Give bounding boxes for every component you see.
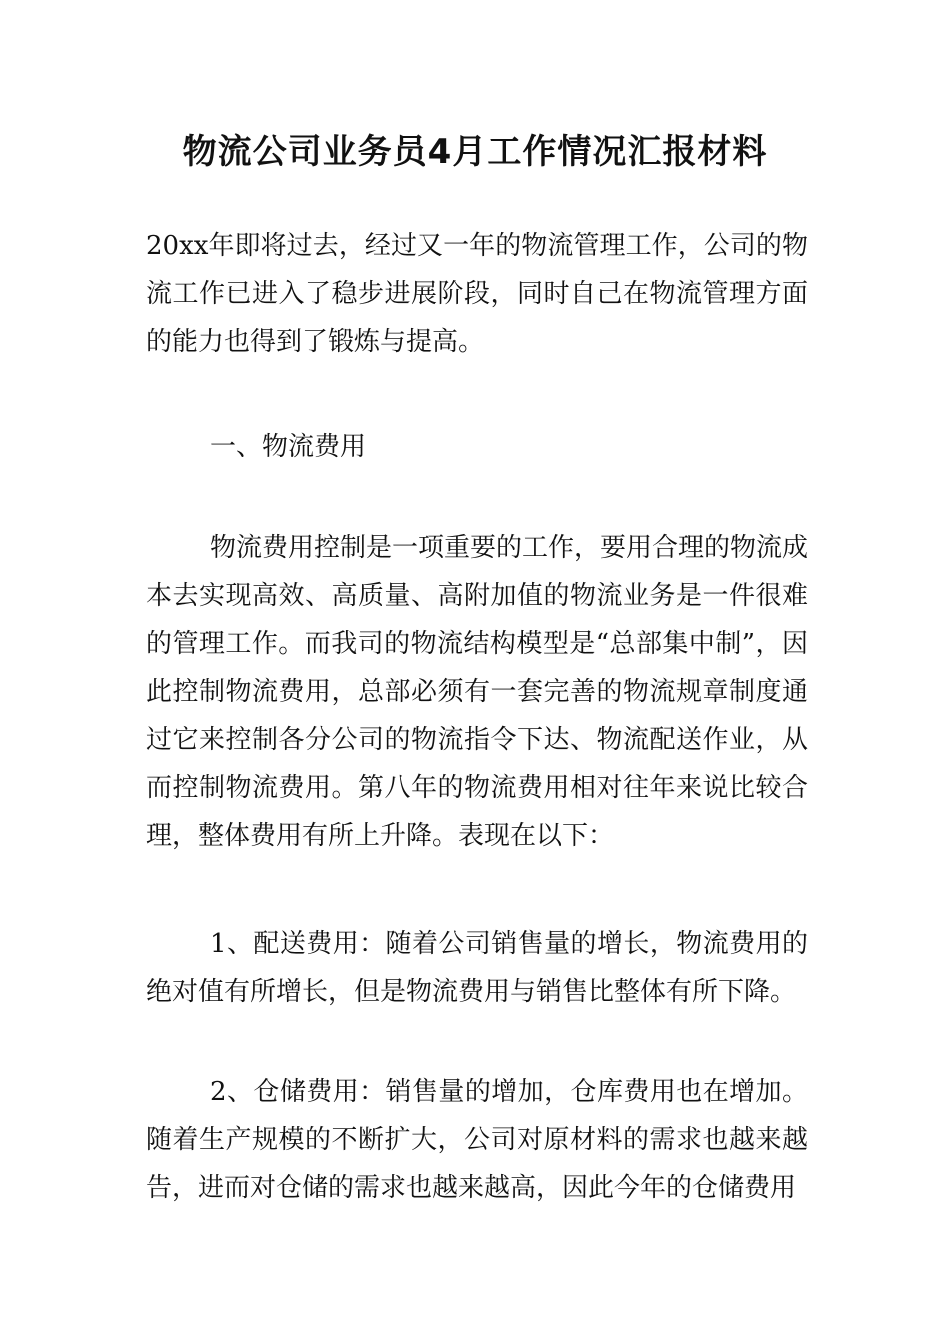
list-item-storage-cost: 2、仓储费用：销售量的增加，仓库费用也在增加。随着生产规模的不断扩大，公司对原材料的需求也越来越告，进而对仓储的需求也越来越高，因此今年的仓储费用 xyxy=(146,1077,808,1203)
document-title: 物流公司业务员4月工作情况汇报材料 xyxy=(182,132,768,172)
list-item-delivery-cost: 1、配送费用：随着公司销售量的增长，物流费用的绝对值有所增长，但是物流费用与销售比整体有所下降。 xyxy=(146,929,808,1007)
section-paragraph-logistics-cost: 物流费用控制是一项重要的工作，要用合理的物流成本去实现高效、高质量、高附加值的物流业务是一件很难的管理工作。而我司的物流结构模型是“总部集中制”，因此控制物流费用，总部必须有一套完善的物流规章制度通过它来控制各分公司的物流指令下达、物流配送作业，从而控制物流费用。第八年的物流费用相对往年来说比较合理，整体费用有所上升降。表现在以下： xyxy=(146,533,809,851)
intro-paragraph: 20xx年即将过去，经过又一年的物流管理工作，公司的物流工作已进入了稳步进展阶段，同时自己在物流管理方面的能力也得到了锻炼与提高。 xyxy=(146,231,808,357)
section-heading-logistics-cost: 一、物流费用 xyxy=(210,432,367,462)
